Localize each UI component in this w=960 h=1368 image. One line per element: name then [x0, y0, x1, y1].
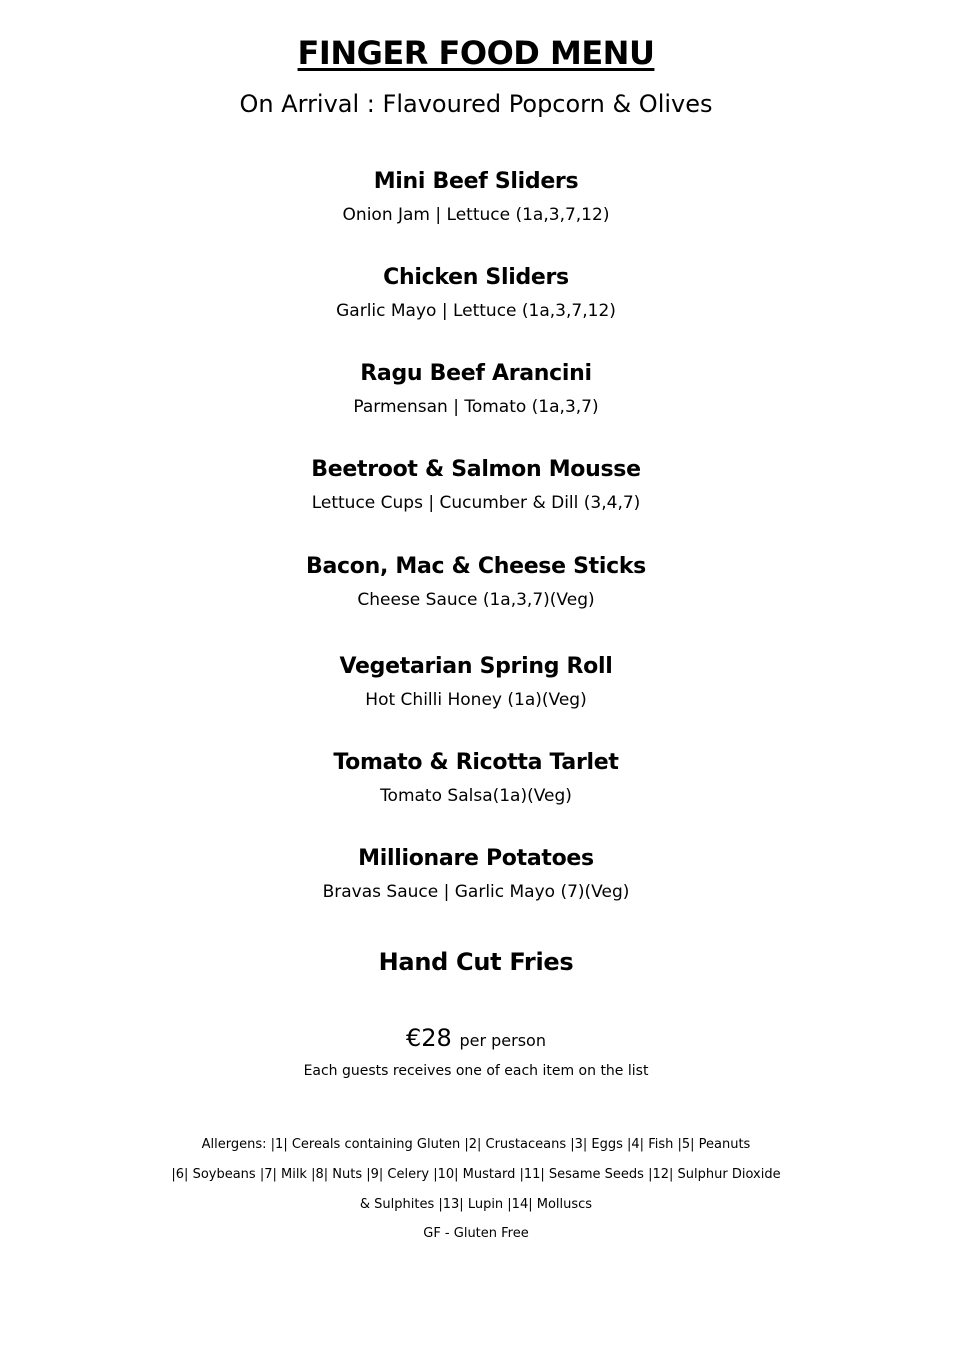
menu-title: FINGER FOOD MENU [297, 34, 655, 72]
allergens-line: Allergens: |1| Cereals containing Gluten |2| Crustaceans |3| Eggs |4| Fish |5| Peanuts [201, 1137, 751, 1152]
menu-item-description: Hot Chilli Honey (1a)(Veg) [365, 690, 587, 710]
menu-item-name: Tomato & Ricotta Tarlet [333, 750, 619, 775]
menu-item-description: Cheese Sauce (1a,3,7)(Veg) [357, 590, 595, 610]
menu-item-description: Garlic Mayo | Lettuce (1a,3,7,12) [336, 301, 616, 321]
menu-item-description: Tomato Salsa(1a)(Veg) [380, 786, 572, 806]
gluten-free-note: GF - Gluten Free [423, 1226, 529, 1241]
allergens-line: |6| Soybeans |7| Milk |8| Nuts |9| Celery |10| Mustard |11| Sesame Seeds |12| Sulphur Dioxide [171, 1167, 781, 1182]
fries-item: Hand Cut Fries [378, 948, 574, 976]
menu-item-name: Vegetarian Spring Roll [339, 654, 613, 679]
price-amount: €28 [406, 1024, 452, 1052]
price-unit: per person [459, 1031, 546, 1050]
allergens-line: & Sulphites |13| Lupin |14| Molluscs [359, 1197, 593, 1212]
price-line [0, 1024, 952, 1052]
arrival-line: On Arrival : Flavoured Popcorn & Olives [239, 90, 713, 118]
menu-item-name: Bacon, Mac & Cheese Sticks [306, 554, 646, 579]
menu-item-name: Beetroot & Salmon Mousse [311, 457, 641, 482]
menu-item-name: Ragu Beef Arancini [360, 361, 592, 386]
menu-item-description: Lettuce Cups | Cucumber & Dill (3,4,7) [311, 493, 641, 513]
serving-note: Each guests receives one of each item on the list [303, 1063, 649, 1079]
menu-item-name: Mini Beef Sliders [373, 169, 579, 194]
menu-item-name: Millionare Potatoes [358, 846, 594, 871]
menu-item-description: Onion Jam | Lettuce (1a,3,7,12) [342, 205, 610, 225]
menu-item-description: Bravas Sauce | Garlic Mayo (7)(Veg) [322, 882, 630, 902]
menu-item-description: Parmensan | Tomato (1a,3,7) [353, 397, 599, 417]
menu-item-name: Chicken Sliders [383, 265, 569, 290]
